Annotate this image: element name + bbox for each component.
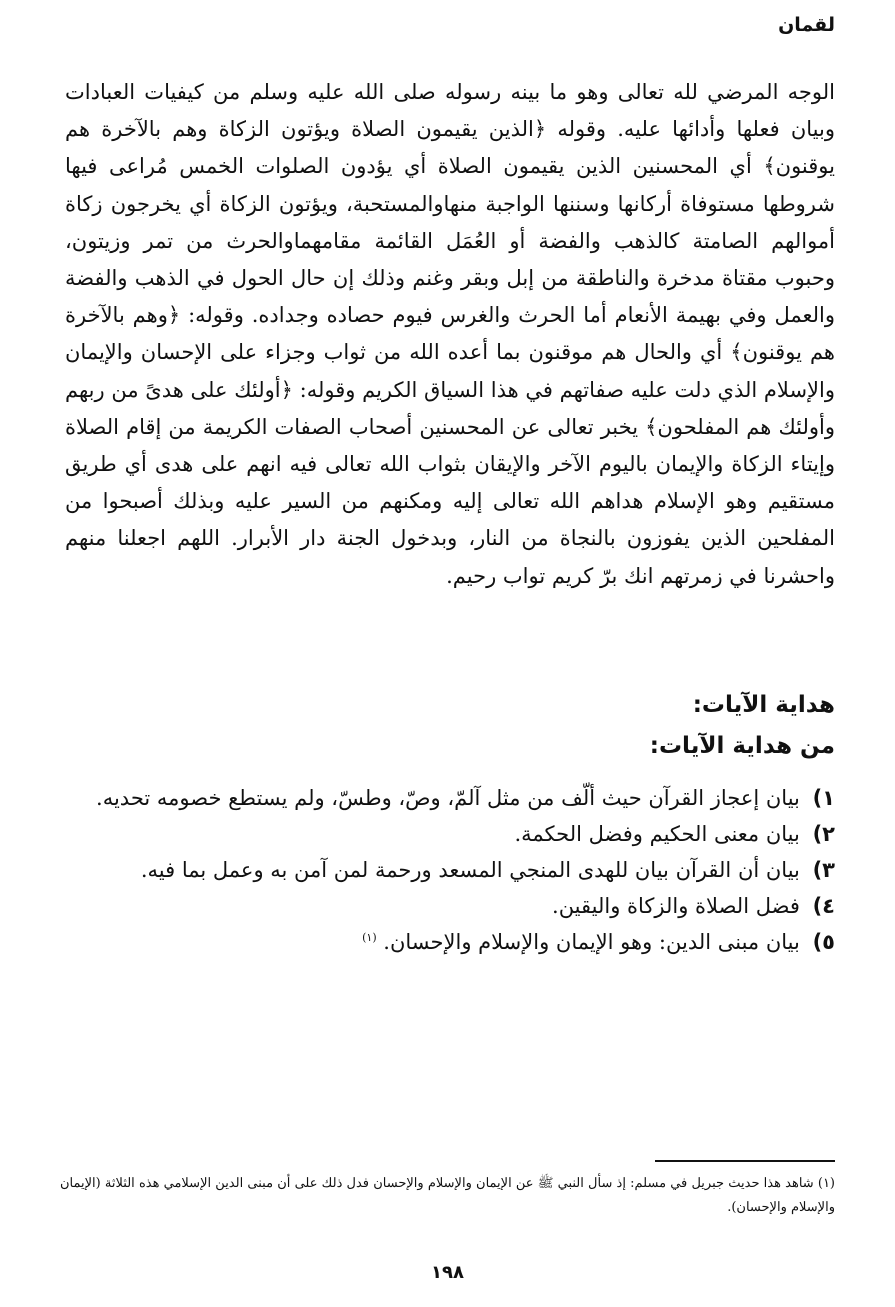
lesson-item	[45, 816, 835, 852]
lesson-text: بيان إعجاز القرآن حيث ألّف من مثل آلمّ، وصّ، وطسّ، ولم يستطع خصومه تحديه.	[96, 786, 800, 810]
footnote-reference-marker[interactable]: (١)	[362, 931, 377, 944]
lesson-item	[45, 780, 835, 816]
lesson-item	[45, 888, 835, 924]
running-header-surah-name: لقمان	[778, 14, 835, 36]
lesson-number: ٣)	[812, 858, 835, 882]
commentary-paragraph: الوجه المرضي لله تعالى وهو ما بينه رسوله صلى الله عليه وسلم من كيفيات العبادات وبيان فعلها وأدائها عليه. وقوله ﴿الذين يقيمون الصلاة ويؤتون الزكاة وهم بالآخرة هم يوقنون﴾ أي المحسنين الذين يقيمون الصلاة أي يؤدون الصلوات الخمس مُراعى فيها شروطها مستوفاة أركانها وسننها الواجبة منهاوالمستحبة، ويؤتون الزكاة أي يخرجون زكاة أموالهم الصامتة كالذهب والفضة أو العُمَل القائمة مقامهماوالحرث من تمر وزيتون، وحبوب مقتاة مدخرة والناطقة من إبل وبقر وغنم وذلك إن حال الحول في الذهب والفضة والعمل وفي بهيمة الأنعام أما الحرث والغرس فيوم حصاده وجداده. وقوله: ﴿وهم بالآخرة هم يوقنون﴾ أي والحال هم موقنون بما أعده الله من ثواب وجزاء على الإحسان والإيمان والإسلام الذي دلت عليه صفاتهم في هذا السياق الكريم وقوله: ﴿أولئك على هدىً من ربهم وأولئك هم المفلحون﴾ يخبر تعالى عن المحسنين أصحاب الصفات الكريمة من إقام الصلاة وإيتاء الزكاة والإيمان باليوم الآخر والإيقان بثواب الله تعالى فيه انهم على هدى أي طريق مستقيم وهو الإسلام هداهم الله تعالى إليه ومكنهم من السير عليه وبذلك أصبحوا من المفلحين الذين يفوزون بالنجاة من النار، وبدخول الجنة دار الأبرار. اللهم اجعلنا منهم واحشرنا في زمرتهم انك برّ كريم تواب رحيم.	[65, 80, 835, 588]
lesson-number: ٥)	[812, 930, 835, 954]
lesson-number: ٢)	[812, 822, 835, 846]
section-heading-guidance: هداية الآيات:	[692, 692, 835, 718]
lesson-item	[45, 924, 835, 960]
lesson-text: فضل الصلاة والزكاة واليقين.	[552, 894, 800, 918]
lesson-text: بيان أن القرآن بيان للهدى المنجي المسعد ورحمة لمن آمن به وعمل بما فيه.	[140, 858, 800, 882]
footnote-text: (١) شاهد هذا حديث جبريل في مسلم: إذ سأل النبي ﷺ عن الإيمان والإسلام والإحسان فدل ذلك على أن مبنى الدين الإسلامي هذه الثلاثة (الإيمان والإسلام والإحسان).	[60, 1176, 835, 1215]
page-number: ١٩٨	[431, 1262, 464, 1283]
lesson-item	[45, 852, 835, 888]
lesson-number: ٤)	[812, 894, 835, 918]
section-heading-from-guidance: من هداية الآيات:	[649, 733, 835, 759]
lesson-number: ١)	[812, 786, 835, 810]
lessons-list	[45, 780, 835, 960]
footnote-separator	[655, 1160, 835, 1162]
lesson-text: بيان مبنى الدين: وهو الإيمان والإسلام والإحسان.	[383, 930, 800, 954]
commentary-body	[65, 74, 835, 595]
lesson-text: بيان معنى الحكيم وفضل الحكمة.	[514, 822, 800, 846]
